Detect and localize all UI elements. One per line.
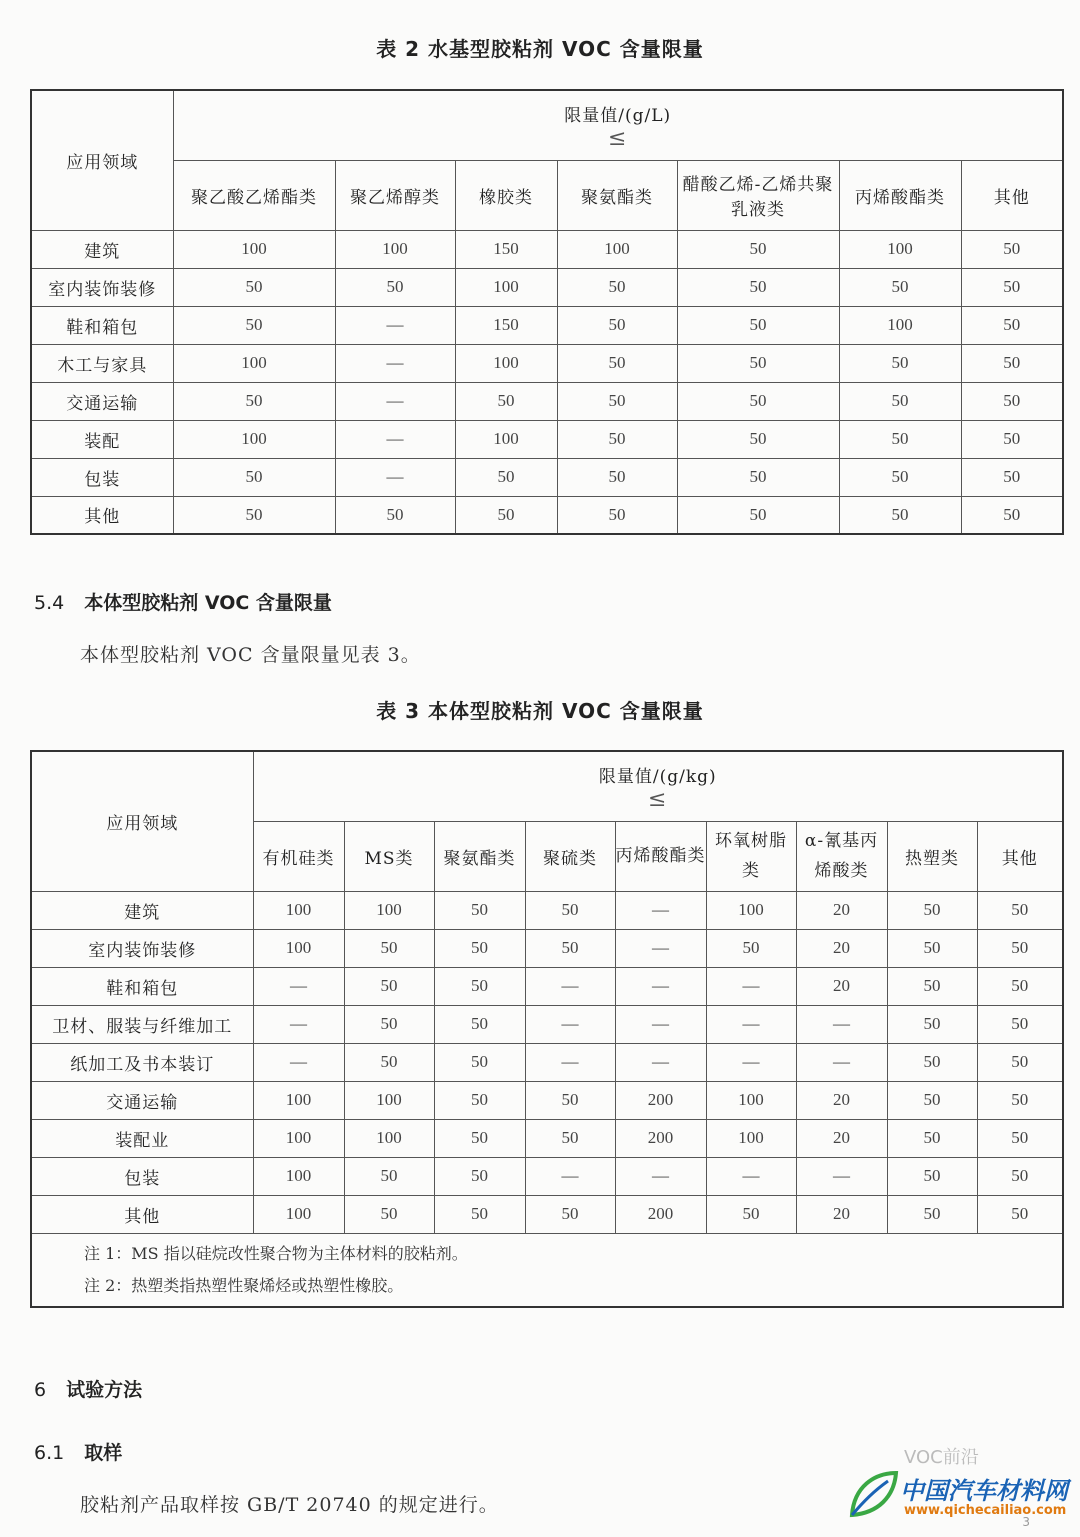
table-cell: 50 [344, 1195, 434, 1233]
row-label: 卫材、服装与纤维加工 [31, 1005, 253, 1043]
table-cell: — [253, 1043, 344, 1081]
table2-domain-header: 应用领域 [31, 90, 173, 230]
table2-caption: 表 2 水基型胶粘剂 VOC 含量限量 [376, 37, 704, 61]
watermark-url: www.qichecailiao.com [904, 1503, 1067, 1518]
table-cell: 50 [455, 382, 557, 420]
table-cell: 50 [434, 1081, 525, 1119]
table-cell: — [706, 1157, 796, 1195]
table-cell: — [335, 458, 455, 496]
row-label: 装配业 [31, 1119, 253, 1157]
table-row [31, 891, 1063, 929]
table-note: 注 1：MS 指以硅烷改性聚合物为主体材料的胶粘剂。 [84, 1243, 468, 1263]
table-cell: 50 [961, 382, 1063, 420]
row-label: 其他 [31, 1195, 253, 1233]
table-cell: 50 [557, 344, 677, 382]
table-cell: 200 [615, 1119, 706, 1157]
table-cell: 50 [434, 891, 525, 929]
table-cell: 100 [455, 420, 557, 458]
table-cell: — [525, 967, 615, 1005]
section-6-1-title: 取样 [84, 1442, 123, 1464]
table-row [31, 1157, 1063, 1195]
table-cell: 50 [557, 420, 677, 458]
table-cell: 150 [455, 306, 557, 344]
table-cell: 50 [344, 967, 434, 1005]
table3-column-header: 聚硫类 [525, 821, 615, 891]
table-cell: 100 [253, 891, 344, 929]
table-note: 注 2：热塑类指热塑性聚烯烃或热塑性橡胶。 [84, 1275, 404, 1295]
table-row [31, 420, 1063, 458]
table2-column-header: 醋酸乙烯-乙烯共聚乳液类 [677, 160, 839, 230]
table-cell: 50 [557, 268, 677, 306]
row-label: 交通运输 [31, 382, 173, 420]
table-cell: — [796, 1043, 887, 1081]
row-label: 交通运输 [31, 1081, 253, 1119]
section-6-1-text: 胶粘剂产品取样按 GB/T 20740 的规定进行。 [80, 1494, 499, 1516]
table-cell: 100 [557, 230, 677, 268]
notes-row [31, 1233, 1063, 1307]
table-cell: 50 [887, 929, 977, 967]
table-cell: 50 [706, 929, 796, 967]
table-cell: 50 [961, 344, 1063, 382]
table-cell: 100 [344, 1081, 434, 1119]
table2-limit-header [173, 90, 1063, 160]
table-cell: 50 [344, 1005, 434, 1043]
table-cell: 50 [961, 306, 1063, 344]
table3-domain-header: 应用领域 [31, 751, 253, 891]
table-cell: 100 [839, 230, 961, 268]
table-cell: 200 [615, 1195, 706, 1233]
table-cell: 50 [557, 496, 677, 534]
row-label: 装配 [31, 420, 173, 458]
table-cell: — [615, 967, 706, 1005]
table-cell: 50 [335, 268, 455, 306]
table-cell: 50 [677, 382, 839, 420]
table-row [31, 382, 1063, 420]
table-cell: 150 [455, 230, 557, 268]
table-cell: 50 [525, 1119, 615, 1157]
table-cell: 50 [677, 420, 839, 458]
table-cell: 50 [677, 496, 839, 534]
table-row [31, 1043, 1063, 1081]
table-cell: 50 [977, 1195, 1063, 1233]
table-cell: 100 [344, 1119, 434, 1157]
table-cell: 50 [434, 1157, 525, 1195]
table2-column-header: 聚乙烯醇类 [335, 160, 455, 230]
table-cell: 20 [796, 1081, 887, 1119]
table-cell: 50 [173, 306, 335, 344]
table-cell: — [525, 1043, 615, 1081]
table-cell: 100 [706, 1119, 796, 1157]
table2-column-header: 聚乙酸乙烯酯类 [173, 160, 335, 230]
table3-column-header: MS类 [344, 821, 434, 891]
watermark [842, 1441, 1072, 1531]
table-cell: 100 [253, 1081, 344, 1119]
table-cell: 50 [434, 1195, 525, 1233]
section-6-title: 试验方法 [66, 1379, 143, 1401]
table-cell: — [253, 1005, 344, 1043]
row-label: 建筑 [31, 891, 253, 929]
table-row [31, 967, 1063, 1005]
table-cell: 50 [961, 230, 1063, 268]
table-cell: 100 [455, 268, 557, 306]
table3-column-header: 热塑类 [887, 821, 977, 891]
table-cell: 50 [344, 929, 434, 967]
table-cell: 50 [887, 1119, 977, 1157]
table-cell: 50 [344, 1157, 434, 1195]
page-number: 3 [1022, 1515, 1030, 1529]
table-cell: — [525, 1005, 615, 1043]
table-cell: — [525, 1157, 615, 1195]
table-cell: 50 [977, 929, 1063, 967]
table-cell: — [615, 929, 706, 967]
table-cell: 20 [796, 967, 887, 1005]
section-6-1-number: 6.1 [34, 1442, 65, 1464]
table-cell: 50 [961, 268, 1063, 306]
table-cell: 100 [253, 929, 344, 967]
table3-column-header: α-氰基丙烯酸类 [796, 821, 887, 891]
table-row [31, 1119, 1063, 1157]
table-cell: 50 [677, 268, 839, 306]
table-cell: 100 [253, 1119, 344, 1157]
table-cell: 50 [887, 1195, 977, 1233]
table3-column-header: 环氧树脂类 [706, 821, 796, 891]
table-cell: — [335, 420, 455, 458]
watermark-brand: 中国汽车材料网 [900, 1477, 1068, 1505]
row-label: 包装 [31, 458, 173, 496]
table-cell: 100 [706, 891, 796, 929]
table-row [31, 230, 1063, 268]
row-label: 建筑 [31, 230, 173, 268]
table-cell: 50 [434, 929, 525, 967]
table-cell: 50 [344, 1043, 434, 1081]
table-cell: — [796, 1157, 887, 1195]
table3-le-sign: ≤ [648, 786, 668, 812]
section-5-4-heading [34, 588, 332, 615]
table-cell: 50 [455, 496, 557, 534]
table2-column-header: 聚氨酯类 [557, 160, 677, 230]
table-cell: 20 [796, 1195, 887, 1233]
table-cell: 20 [796, 929, 887, 967]
table-2 [30, 89, 1064, 535]
table2-column-header: 橡胶类 [455, 160, 557, 230]
table-cell: 50 [525, 891, 615, 929]
table-cell: 50 [525, 1081, 615, 1119]
table-cell: 50 [977, 1081, 1063, 1119]
section-5-4-title: 本体型胶粘剂 VOC 含量限量 [84, 592, 332, 614]
table-cell: 50 [455, 458, 557, 496]
table-cell: 50 [557, 306, 677, 344]
table-notes [31, 1233, 1063, 1307]
table-row [31, 306, 1063, 344]
table-cell: 50 [961, 420, 1063, 458]
table-cell: 50 [839, 344, 961, 382]
row-label: 室内装饰装修 [31, 268, 173, 306]
table-cell: 50 [677, 458, 839, 496]
table-cell: 50 [977, 1157, 1063, 1195]
table-cell: — [706, 1005, 796, 1043]
table-cell: 100 [173, 230, 335, 268]
table-cell: 50 [839, 420, 961, 458]
watermark-source: VOC前沿 [904, 1447, 979, 1468]
table-cell: — [615, 1043, 706, 1081]
table3-column-header: 其他 [977, 821, 1063, 891]
table-cell: 50 [839, 458, 961, 496]
table-cell: 50 [434, 1005, 525, 1043]
table-cell: — [706, 967, 796, 1005]
table-cell: 50 [839, 496, 961, 534]
table-cell: 50 [977, 1043, 1063, 1081]
table-row [31, 1005, 1063, 1043]
table3-caption: 表 3 本体型胶粘剂 VOC 含量限量 [376, 699, 704, 723]
table-row [31, 458, 1063, 496]
table-cell: 50 [839, 268, 961, 306]
table-cell: 20 [796, 1119, 887, 1157]
table2-column-header: 丙烯酸酯类 [839, 160, 961, 230]
table-cell: 50 [525, 1195, 615, 1233]
table-cell: 50 [839, 382, 961, 420]
table-cell: — [335, 382, 455, 420]
table-cell: 50 [335, 496, 455, 534]
table-cell: 50 [887, 1005, 977, 1043]
table-cell: 50 [977, 967, 1063, 1005]
table-cell: 50 [961, 458, 1063, 496]
table-row [31, 1195, 1063, 1233]
table-cell: 50 [706, 1195, 796, 1233]
row-label: 其他 [31, 496, 173, 534]
table3-limit-header [253, 751, 1063, 821]
table-row [31, 268, 1063, 306]
table-cell: 50 [677, 230, 839, 268]
table-cell: 50 [961, 496, 1063, 534]
table-cell: 50 [434, 1043, 525, 1081]
section-5-4-number: 5.4 [34, 592, 65, 614]
table3-column-header: 聚氨酯类 [434, 821, 525, 891]
table-cell: 100 [839, 306, 961, 344]
table-cell: — [253, 967, 344, 1005]
table-cell: 100 [344, 891, 434, 929]
table-row [31, 1081, 1063, 1119]
table-cell: 50 [887, 1157, 977, 1195]
table-cell: 50 [887, 1043, 977, 1081]
section-6-number: 6 [34, 1379, 47, 1401]
table3-column-header: 有机硅类 [253, 821, 344, 891]
row-label: 室内装饰装修 [31, 929, 253, 967]
row-label: 木工与家具 [31, 344, 173, 382]
table-row [31, 929, 1063, 967]
table-3 [30, 750, 1064, 1308]
table-cell: 100 [173, 344, 335, 382]
table-cell: — [335, 344, 455, 382]
row-label: 鞋和箱包 [31, 306, 173, 344]
table-cell: 50 [887, 967, 977, 1005]
section-6-heading [34, 1375, 142, 1402]
table-cell: — [615, 891, 706, 929]
table-cell: 50 [525, 929, 615, 967]
table-cell: 50 [887, 891, 977, 929]
table2-column-header: 其他 [961, 160, 1063, 230]
section-6-1-heading [34, 1438, 122, 1465]
table-cell: 100 [706, 1081, 796, 1119]
table-cell: 100 [455, 344, 557, 382]
table-cell: 50 [173, 458, 335, 496]
table-row [31, 344, 1063, 382]
table-cell: 100 [335, 230, 455, 268]
table-cell: 50 [887, 1081, 977, 1119]
table3-limit-label: 限量值/(g/kg) [598, 766, 717, 787]
table2-le-sign: ≤ [608, 125, 628, 151]
table-cell: 50 [677, 344, 839, 382]
row-label: 纸加工及书本装订 [31, 1043, 253, 1081]
table-cell: 50 [173, 268, 335, 306]
table-cell: 20 [796, 891, 887, 929]
table-cell: 50 [977, 1119, 1063, 1157]
table-cell: 50 [173, 382, 335, 420]
table-row [31, 496, 1063, 534]
table-cell: 200 [615, 1081, 706, 1119]
table-cell: — [615, 1157, 706, 1195]
table-cell: 100 [173, 420, 335, 458]
table-cell: 50 [557, 382, 677, 420]
table3-column-header: 丙烯酸酯类 [615, 821, 706, 891]
table-cell: 50 [173, 496, 335, 534]
table-cell: 50 [434, 967, 525, 1005]
section-5-4-text: 本体型胶粘剂 VOC 含量限量见表 3。 [80, 644, 421, 666]
table-cell: 50 [434, 1119, 525, 1157]
leaf-logo-icon [844, 1467, 900, 1523]
table-cell: 100 [253, 1195, 344, 1233]
table2-limit-label: 限量值/(g/L) [564, 105, 672, 126]
table-cell: 50 [977, 891, 1063, 929]
table-cell: — [615, 1005, 706, 1043]
table-cell: 100 [253, 1157, 344, 1195]
table-cell: 50 [557, 458, 677, 496]
table-cell: 50 [677, 306, 839, 344]
table-cell: 50 [977, 1005, 1063, 1043]
table-cell: — [796, 1005, 887, 1043]
table-cell: — [335, 306, 455, 344]
table-cell: — [706, 1043, 796, 1081]
row-label: 包装 [31, 1157, 253, 1195]
row-label: 鞋和箱包 [31, 967, 253, 1005]
